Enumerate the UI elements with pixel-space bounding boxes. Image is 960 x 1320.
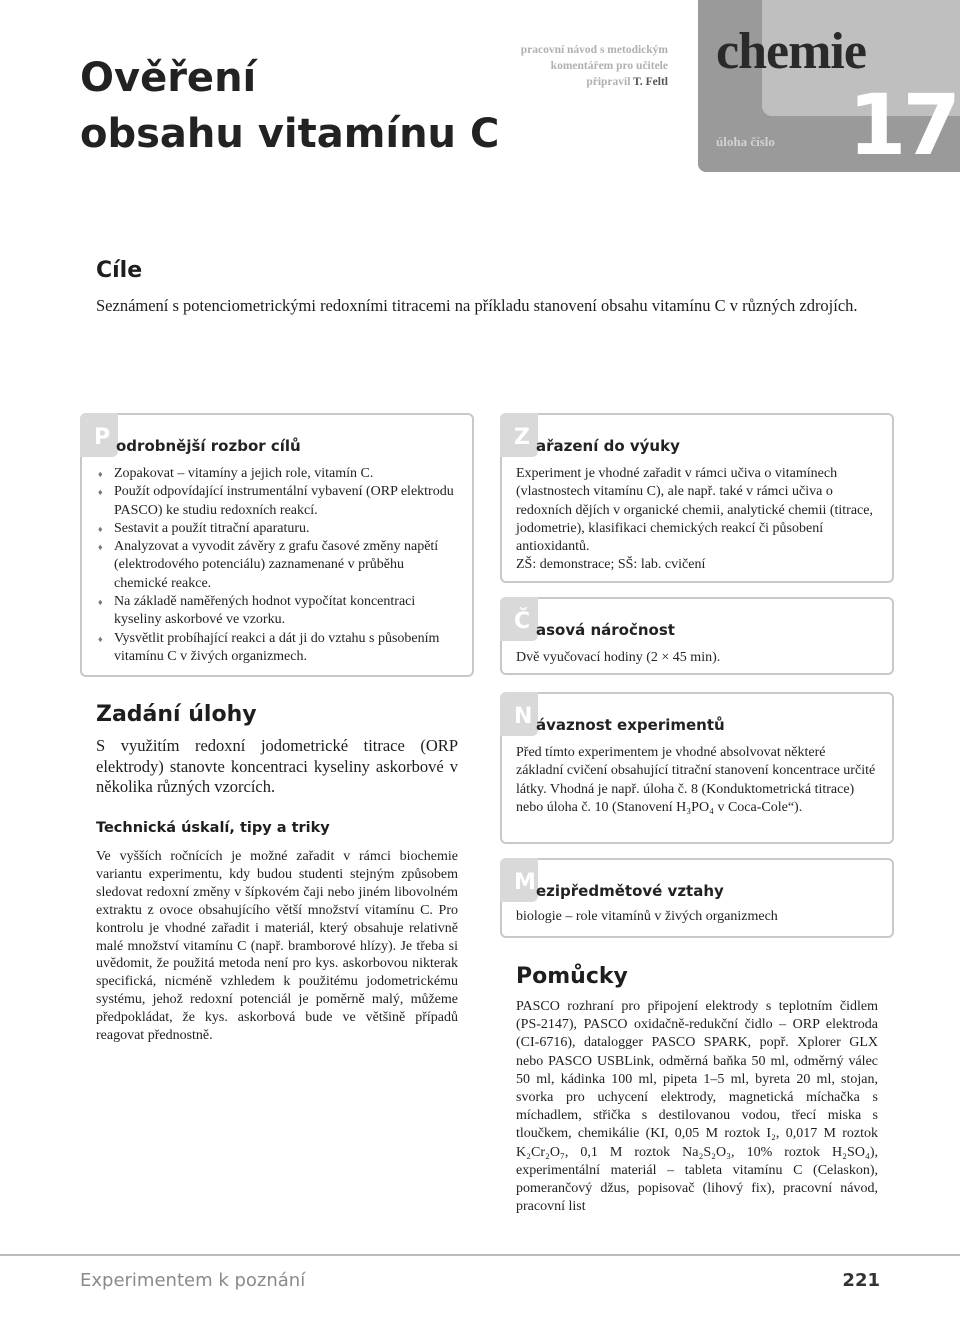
list-item: ♦ Sestavit a použít titrační aparaturu. [96, 520, 458, 538]
list-item: ♦ Na základě naměřených hodnot vypočítat koncentraci kyseliny askorbové ve vzorku. [96, 593, 458, 630]
task-number-label: úloha číslo [716, 134, 775, 149]
interdisciplinary-box [500, 858, 894, 938]
box-title: ezipředmětové vztahy [536, 882, 724, 900]
box-title: odrobnější rozbor cílů [116, 437, 301, 455]
list-item: ♦ Použít odpovídající instrumentální vybavení (ORP elektrodu PASCO) ke studiu redoxních reakcí. [96, 483, 458, 520]
credits-line-3 [440, 74, 668, 90]
box-initial: P [80, 413, 118, 457]
aids-text: PASCO rozhraní pro připojení elektrody s teplotním čidlem (PS-2147), PASCO oxidačně-redukční čidlo – ORP elektroda (CI-6716), datalogger PASCO SPARK, popř. Xplorer GLX nebo PASCO USBLink, odměrná baňka 50 ml, odměrný válec 50 ml, kádinka 100 ml, pipeta 1–5 ml, byreta 20 ml, stojan, svorka pro uchycení elektrody, magnetická míchačka s míchadlem, střička s destilovanou vodou, třecí miska s tloučkem, chemikálie (KI, 0,05 M roztok I₂, 0,017 M roztok K₂Cr₂O₇, 0,1 M roztok Na₂S₂O₃, 10% roztok H₂SO₄), experimentální materiál – tableta vitamínu C (Celaskon), pomerančový džus, popisovač (lihový fix), pracovní návod, pracovní list [516, 999, 878, 1215]
footer-divider [0, 1254, 960, 1256]
list-item: ♦ Zopakovat – vitamíny a jejich role, vitamín C. [96, 465, 458, 483]
list-item: ♦ Vysvětlit probíhající reakci a dát ji do vztahu s působením vitamínu C v živých organizmech. [96, 630, 458, 667]
credits-author: T. Feltl [633, 76, 668, 88]
goals-heading: Cíle [96, 258, 143, 283]
connection-text: Před tímto experimentem je vhodné absolvovat některé základní cvičení obsahující titrační stanovení koncentrace určité látky. Vhodná je např. úloha č. 8 (Konduktometrická titrace) nebo úloha č. 10 (Stanovení H₃PO₄ v Coca-Cole“). [516, 745, 876, 815]
box-title: ařazení do výuky [536, 437, 680, 455]
interdisciplinary-text: biologie – role vitamínů v živých organizmech [516, 909, 778, 924]
footer-title: Experimentem k poznání [80, 1270, 306, 1291]
box-initial: N [500, 692, 538, 736]
task-number: 17 [848, 76, 957, 174]
box-initial: Č [500, 597, 538, 641]
goals-list [96, 465, 458, 666]
page-title [80, 50, 499, 162]
list-item: ♦ Analyzovat a vyvodit závěry z grafu časové změny napětí (elektrodového potenciálu) zaznamenané v průběhu chemické reakce. [96, 538, 458, 593]
tips-heading: Technická úskalí, tipy a triky [96, 820, 330, 836]
detailed-goals-box [80, 413, 474, 677]
aids-heading: Pomůcky [516, 964, 628, 989]
credits-prefix: připravil [586, 76, 631, 88]
goals-text: Seznámení s potenciometrickými redoxními titracemi na příkladu stanovení obsahu vitamínu C v různých zdrojích. [96, 296, 858, 315]
credits [440, 42, 668, 90]
connection-box [500, 692, 894, 844]
time-text: Dvě vyučovací hodiny (2 × 45 min). [516, 650, 721, 665]
credits-line-2: komentářem pro učitele [550, 60, 668, 72]
credits-line-1: pracovní návod s metodickým [520, 44, 668, 56]
task-heading: Zadání úlohy [96, 702, 257, 727]
subject-label: chemie [716, 23, 866, 80]
box-title: ávaznost experimentů [536, 716, 725, 734]
page-number: 221 [842, 1270, 880, 1291]
classification-box [500, 413, 894, 583]
box-initial: M [500, 858, 538, 902]
box-initial: Z [500, 413, 538, 457]
box-title: asová náročnost [536, 621, 675, 639]
title-line-1: Ověření [80, 55, 257, 101]
title-line-2: obsahu vitamínu C [80, 111, 500, 157]
classification-text: Experiment je vhodné zařadit v rámci učiva o vitamínech (vlastnostech vitamínu C), ale např. také v rámci učiva o redoxních dějích v organické chemii, analytické chemii (titrace, jodometrie), klasifikaci chemických reakcí či působení antioxidantů. ZŠ: demonstrace; SŠ: lab. cvičení [516, 466, 873, 573]
task-text: S využitím redoxní jodometrické titrace (ORP elektrody) stanovte koncentraci kyseliny askorbové v několika různých vzorcích. [96, 736, 458, 797]
time-box [500, 597, 894, 675]
tips-text: Ve vyšších ročnících je možné zařadit v rámci biochemie variantu experimentu, kdy budou studenti stejným způsobem sledovat redoxní změny v šípkovém čaji nebo jiném libovolném extraktu z ovoce obsahujícího větší množství vitamínu C. Pro kontrolu je vhodné zařadit i materiál, který obsahuje relativně malé množství vitamínu C (např. bramborové hlízy). Je třeba si uvědomit, že použitá metoda není pro kys. askorbovou nikterak specifická, nicméně vzhledem k použitému jodometrickému systému, jehož redoxní potenciál je poměrně malý, můžeme předpokládat, že kys. askorbová bude ve většině případů reagovat přednostně. [96, 849, 458, 1044]
